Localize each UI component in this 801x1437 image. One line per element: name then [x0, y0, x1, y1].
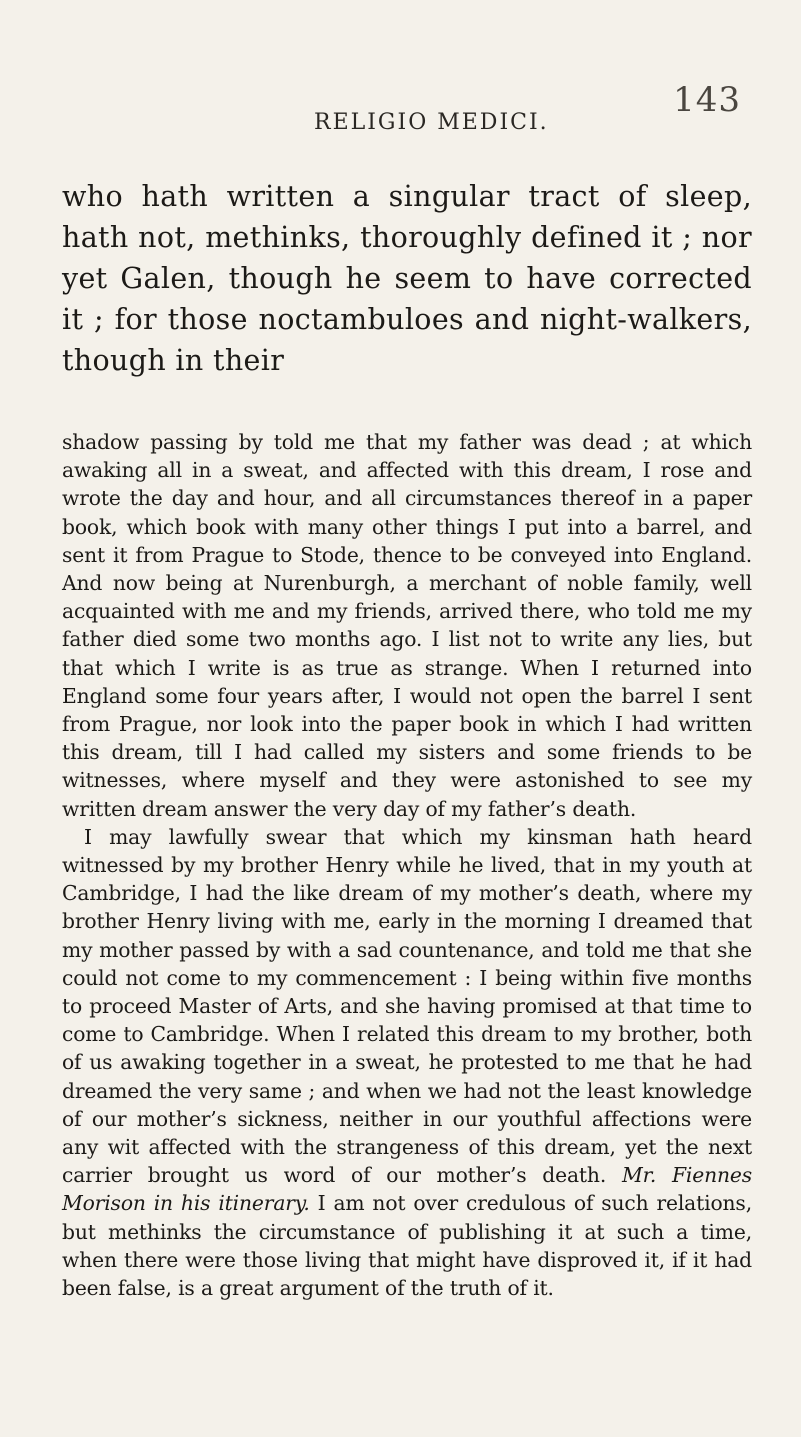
running-head	[0, 80, 801, 150]
main-text-continuation: who hath written a singular tract of sleep, hath not, methinks, thoroughly defined it ; nor yet Galen, though he seem to have corrected it ; for those noctambuloes and night-walkers, though in their	[62, 180, 752, 377]
footnote-paragraph-1: shadow passing by told me that my father was dead ; at which awaking all in a sweat, and affected with this dream, I rose and wrote the day and hour, and all circumstances thereof in a paper book, which book with many other things I put into a barrel, and sent it from Prague to Stode, thence to be conveyed into England. And now being at Nurenburgh, a merchant of noble family, well acquainted with me and my friends, arrived there, who told me my father died some two months ago. I list not to write any lies, but that which I write is as true as strange. When I returned into England some four years after, I would not open the barrel I sent from Prague, nor look into the paper book in which I had written this dream, till I had called my sisters and some friends to be witnesses, where myself and they were astonished to see my written dream answer the very day of my father’s death.	[62, 430, 752, 821]
running-title: RELIGIO MEDICI.	[314, 110, 549, 135]
footnote-paragraph-2	[62, 823, 752, 1302]
footnote-2-citation: Mr. Fiennes Morison in his itinerary.	[62, 1163, 753, 1216]
footnote-2-text: I may lawfully swear that which my kinsman hath heard witnessed by my brother Henry while he lived, that in my youth at Cambridge, I had the like dream of my mother’s death, where my brother Henry living with me, early in the morning I dreamed that my mother passed by with a sad countenance, and told me that she could not come to my commencement : I being within five months to proceed Master of Arts, and she having promised at that time to come to Cambridge. When I related this dream to my brother, both of us awaking together in a sweat, he protested to me that he had dreamed the very same ; and when we had not the least knowledge of our mother’s sickness, neither in our youthful affections were any wit affected with the strangeness of this dream, yet the next carrier brought us word of our mother’s death.	[62, 824, 752, 1188]
footnote-2-conclusion: I am not over credulous of such relations, but methinks the circumstance of publishing it at such a time, when there were those living that might have disproved it, if it had been false, is a great argument of the truth of it.	[62, 1191, 752, 1301]
page-number: 143	[673, 80, 741, 120]
footnote-block	[62, 428, 752, 1302]
